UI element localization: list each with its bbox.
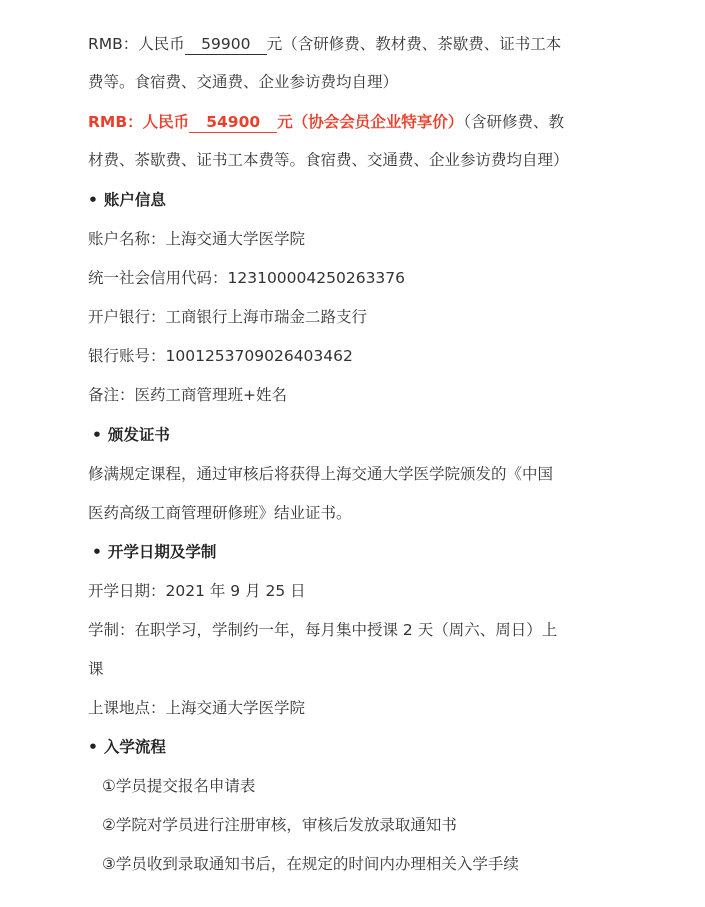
schedule-location: 上课地点：上海交通大学医学院	[88, 699, 306, 717]
fee-standard-suffix: 元（含研修费、教材费、茶歇费、证书工本	[266, 35, 562, 53]
bullet-icon: •	[88, 191, 98, 209]
schedule-format-line1: 学制：在职学习，学制约一年，每月集中授课 2 天（周六、周日）上	[88, 621, 558, 639]
certificate-line2: 医药高级工商管理研修班》结业证书。	[88, 504, 352, 522]
account-heading: • 账户信息	[88, 191, 166, 209]
bullet-icon: •	[92, 426, 102, 444]
fee-standard-line	[88, 33, 561, 55]
enrollment-step: ②学院对学员进行注册审核，审核后发放录取通知书	[102, 816, 457, 834]
bullet-icon: •	[88, 738, 98, 756]
fee-member-prefix: RMB：人民币	[88, 113, 190, 131]
fee-standard-amount: 59900	[185, 34, 267, 55]
schedule-format-line2: 课	[88, 660, 104, 678]
enrollment-step: ①学员提交报名申请表	[102, 777, 256, 795]
fee-standard-line2: 费等。食宿费、交通费、企业参访费均自理）	[88, 73, 399, 91]
schedule-start-date: 开学日期：2021 年 9 月 25 日	[88, 582, 306, 600]
enrollment-heading: • 入学流程	[88, 738, 166, 756]
fee-member-amount: 54900	[189, 112, 277, 133]
certificate-heading: • 颁发证书	[92, 426, 170, 444]
fee-member-line	[88, 111, 564, 133]
account-number: 银行账号：1001253709026403462	[88, 347, 353, 365]
account-name: 账户名称：上海交通大学医学院	[88, 230, 306, 248]
schedule-heading: • 开学日期及学制	[92, 543, 217, 561]
bullet-icon: •	[92, 543, 102, 561]
fee-member-suffix: 元（协会会员企业特享价）	[277, 113, 464, 131]
account-bank: 开户银行：工商银行上海市瑞金二路支行	[88, 308, 368, 326]
enrollment-step: ③学员收到录取通知书后，在规定的时间内办理相关入学手续	[102, 855, 519, 873]
fee-member-line2: 材费、茶歇费、证书工本费等。食宿费、交通费、企业参访费均自理）	[88, 151, 569, 169]
account-remark: 备注：医药工商管理班+姓名	[88, 386, 287, 404]
account-credit-code: 统一社会信用代码：123100004250263376	[88, 269, 406, 287]
fee-standard-prefix: RMB：人民币	[88, 35, 185, 53]
certificate-line1: 修满规定课程，通过审核后将获得上海交通大学医学院颁发的《中国	[88, 465, 554, 483]
fee-member-note: （含研修费、教	[463, 113, 564, 131]
